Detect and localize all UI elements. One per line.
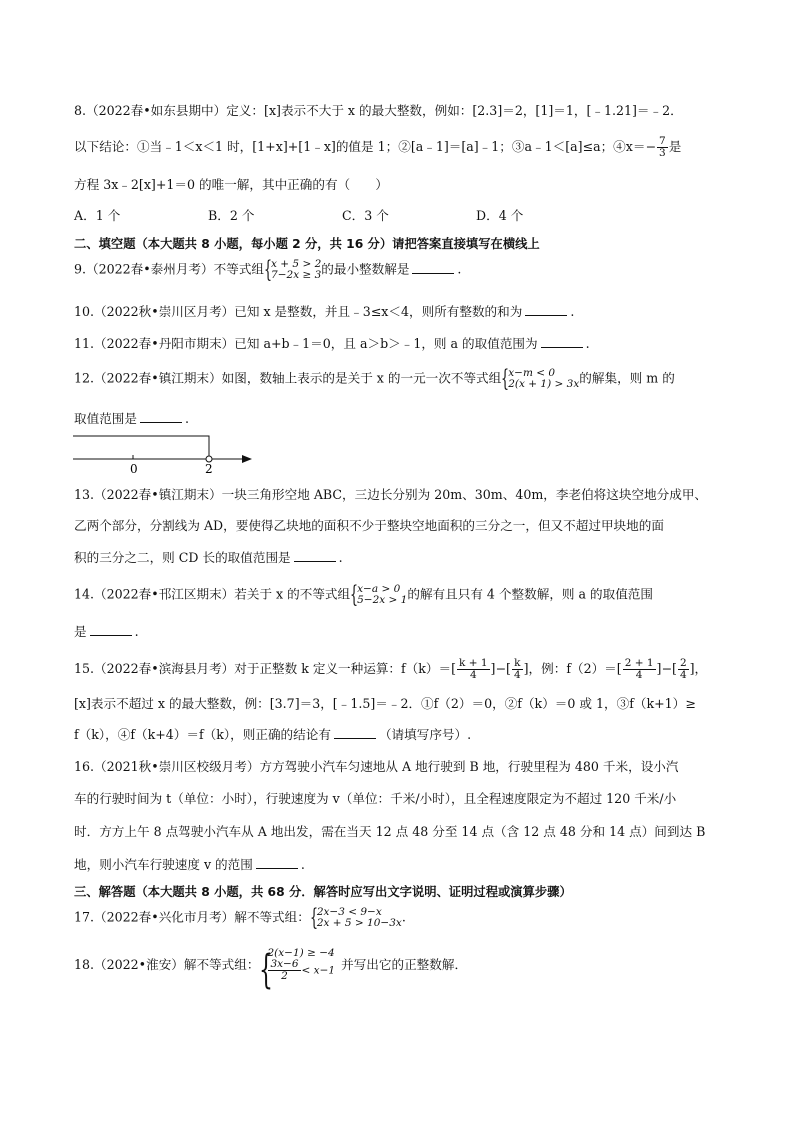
option-a: A．1 个 bbox=[74, 208, 121, 223]
arrow-head-icon bbox=[242, 455, 252, 463]
solution-set-bracket bbox=[73, 436, 209, 457]
q8-line3: 方程 3x﹣2[x]+1＝0 的唯一解，其中正确的有（ ） bbox=[74, 177, 388, 192]
q14-line1: 14.（2022春•邗江区期末）若关于 x 的不等式组 { x−a > 0 5−2x > 1 的解有且只有 4 个整数解，则 a 的取值范围 bbox=[74, 582, 653, 608]
q18-inequality-system: { 2(x−1) ≥ −4 $\frac{3x-6}{2}$ < x−1 bbox=[259, 947, 336, 993]
q9: 9.（2022春•泰州月考）不等式组 { x + 5 > 2 7−2x ≥ 3 的最小整数解是 . bbox=[74, 257, 462, 283]
option-b: B．2 个 bbox=[208, 208, 255, 223]
q18: 18.（2022•淮安）解不等式组： { 2(x−1) ≥ −4 $\frac{3x-6}{2}$ < x−1 并写出它的正整数解． bbox=[74, 947, 468, 993]
q16-answer-blank bbox=[256, 857, 298, 869]
q13-line3: 积的三分之二，则 CD 长的取值范围是 . bbox=[74, 550, 343, 565]
q10-answer-blank bbox=[525, 304, 567, 316]
q15-line1: 15.（2022春•滨海县月考）对于正整数 k 定义一种运算：f（k）＝[ $\frac{k + 1}{4}$ ]−[ $\frac{k}{4}$ ]，例：f（2）＝[ $\frac{2 + 1}{4}$ ]−[ $\frac{2}{4}$ ]， bbox=[74, 657, 708, 681]
q11: 11.（2022春•丹阳市期末）已知 a+b﹣1＝0，且 a＞b＞﹣1，则 a 的取值范围为 . bbox=[74, 336, 590, 351]
q14-line2: 是 . bbox=[74, 624, 139, 639]
q16-line3: 时．方方上午 8 点驾驶小汽车从 A 地出发，需在当天 12 点 48 分至 14 点（含 12 点 48 分和 14 点）间到达 B bbox=[74, 824, 706, 839]
q10: 10.（2022秋•崇川区月考）已知 x 是整数，并且﹣3≤x＜4，则所有整数的和为 . bbox=[74, 304, 575, 319]
q17-inequality-system: { 2x−3 < 9−x 2x + 5 > 10−3x bbox=[309, 905, 402, 931]
tick-label-0: 0 bbox=[130, 462, 138, 476]
q13-line1: 13.（2022春•镇江期末）一块三角形空地 ABC，三边长分别为 20m、30m、40m，李老伯将这块空地分成甲、 bbox=[74, 487, 708, 502]
q8-options bbox=[74, 207, 610, 225]
option-d: D．4 个 bbox=[476, 208, 524, 223]
q9-answer-blank bbox=[412, 262, 454, 274]
q9-inequality-system: { x + 5 > 2 7−2x ≥ 3 bbox=[264, 257, 322, 283]
q16-line2: 车的行驶时间为 t（单位：小时），行驶速度为 v（单位：千米/小时），且全程速度限定为不超过 120 千米/小 bbox=[74, 791, 677, 806]
q16-line4: 地，则小汽车行驶速度 v 的范围 . bbox=[74, 857, 305, 872]
q8-fraction: $\frac{7}{3}$ bbox=[659, 135, 666, 159]
q11-answer-blank bbox=[541, 336, 583, 348]
section-2-heading: 二、填空题（本大题共 8 小题，每小题 2 分，共 16 分）请把答案直接填写在横线上 bbox=[74, 237, 540, 251]
q13-answer-blank bbox=[294, 550, 336, 562]
q12-line1: 12.（2022春•镇江期末）如图，数轴上表示的是关于 x 的一元一次不等式组 { x−m < 0 2(x + 1) > 3x 的解集，则 m 的 bbox=[74, 366, 675, 392]
q14-answer-blank bbox=[90, 624, 132, 636]
q14-inequality-system: { x−a > 0 5−2x > 1 bbox=[350, 582, 408, 608]
q12-line2: 取值范围是 . bbox=[74, 411, 189, 426]
q8-line1: 8.（2022春•如东县期中）定义：[x]表示不大于 x 的最大整数，例如：[2.3]＝2，[1]＝1，[﹣1.21]＝﹣2． bbox=[74, 103, 683, 118]
q17: 17.（2022春•兴化市月考）解不等式组： { 2x−3 < 9−x 2x + 5 > 10−3x . bbox=[74, 905, 406, 931]
section-3-heading: 三、解答题（本大题共 8 小题，共 68 分．解答时应写出文字说明、证明过程或演算步骤） bbox=[74, 885, 572, 899]
q15-line3: f（k），④f（k+4）＝f（k），则正确的结论有 （请填写序号）. bbox=[74, 727, 472, 742]
option-c: C．3 个 bbox=[342, 208, 389, 223]
q15-answer-blank bbox=[334, 727, 376, 739]
number-line-figure bbox=[70, 432, 260, 476]
q8-line2: 以下结论：①当﹣1＜x＜1 时，[1+x]+[1﹣x]的值是 1；②[a﹣1]＝[a]﹣1；③a﹣1＜[a]≤a；④x＝− $\frac{7}{3}$ 是 bbox=[74, 135, 682, 159]
q15-line2: [x]表示不超过 x 的最大整数，例：[3.7]＝3，[﹣1.5]＝﹣2．①f（2）＝0，②f（k）＝0 或 1，③f（k+1）≥ bbox=[74, 696, 696, 711]
q13-line2: 乙两个部分，分割线为 AD，要使得乙块地的面积不少于整块空地面积的三分之一，但又不超过甲块地的面 bbox=[74, 518, 664, 533]
q12-inequality-system: { x−m < 0 2(x + 1) > 3x bbox=[501, 366, 580, 392]
tick-label-2: 2 bbox=[205, 462, 213, 476]
q16-line1: 16.（2021秋•崇川区校级月考）方方驾驶小汽车匀速地从 A 地行驶到 B 地，行驶里程为 480 千米，设小汽 bbox=[74, 759, 679, 774]
q12-answer-blank bbox=[140, 411, 182, 423]
